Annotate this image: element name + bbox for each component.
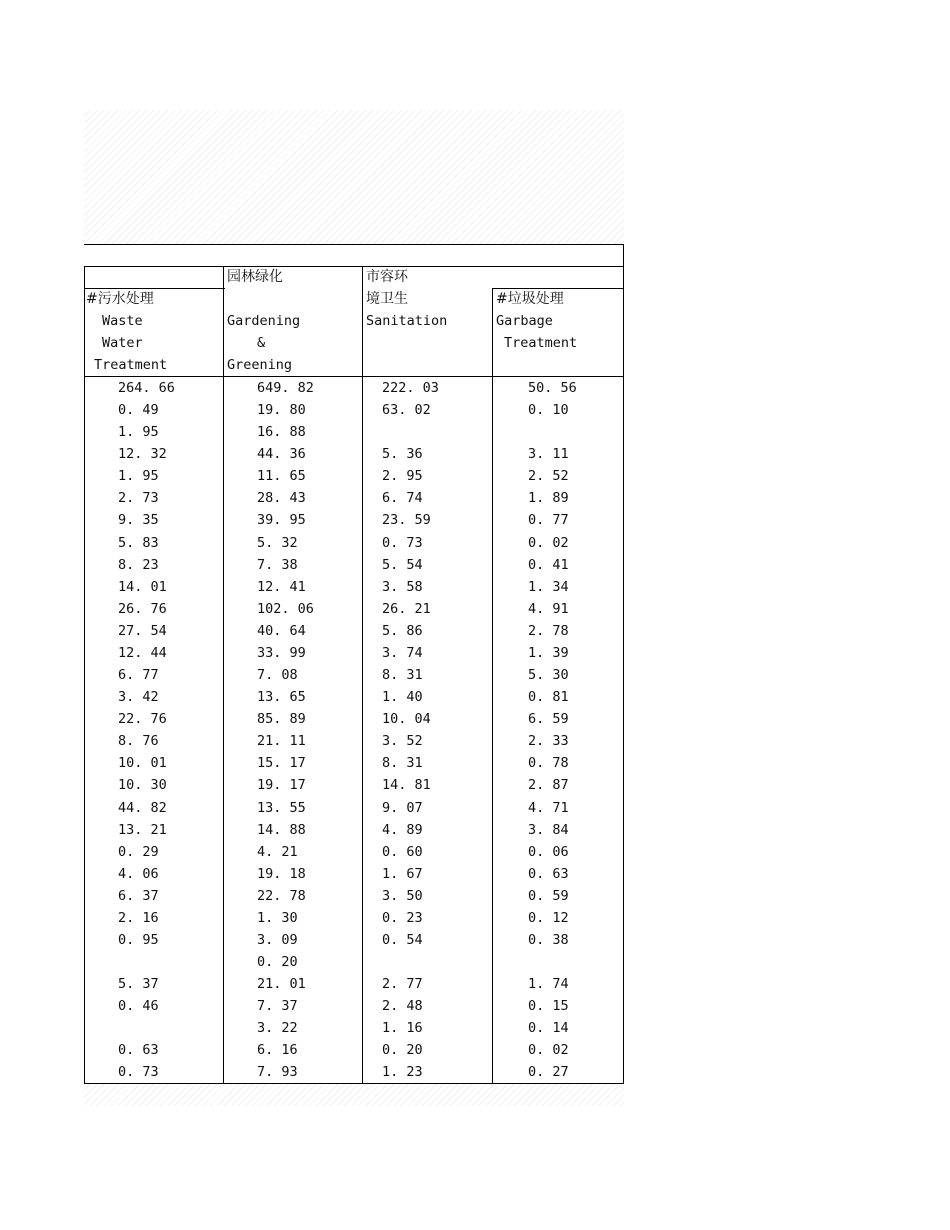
- table-cell: 2. 52: [528, 468, 569, 484]
- table-cell: 3. 52: [382, 733, 423, 749]
- table-cell: 26. 76: [118, 601, 167, 617]
- hatched-background-top: [84, 110, 624, 244]
- table-cell: 0. 73: [118, 1064, 159, 1080]
- table-cell: 33. 99: [257, 645, 306, 661]
- table-cell: 1. 16: [382, 1020, 423, 1036]
- table-cell: 1. 67: [382, 866, 423, 882]
- table-cell: 15. 17: [257, 755, 306, 771]
- table-cell: 19. 18: [257, 866, 306, 882]
- table-cell: 23. 59: [382, 512, 431, 528]
- table-cell: 10. 01: [118, 755, 167, 771]
- table-cell: 16. 88: [257, 424, 306, 440]
- table-cell: 63. 02: [382, 402, 431, 418]
- table-cell: 2. 73: [118, 490, 159, 506]
- data-table: [84, 244, 624, 1084]
- rule-left: [84, 266, 85, 1084]
- table-cell: 0. 12: [528, 910, 569, 926]
- table-cell: 5. 54: [382, 557, 423, 573]
- table-cell: 0. 02: [528, 1042, 569, 1058]
- rule-col3-col4: [492, 288, 493, 1084]
- table-cell: 5. 86: [382, 623, 423, 639]
- table-cell: 13. 65: [257, 689, 306, 705]
- table-cell: 14. 88: [257, 822, 306, 838]
- table-cell: 1. 30: [257, 910, 298, 926]
- table-cell: 85. 89: [257, 711, 306, 727]
- table-cell: 102. 06: [257, 601, 314, 617]
- table-cell: 0. 73: [382, 535, 423, 551]
- table-cell: 21. 11: [257, 733, 306, 749]
- table-cell: 4. 21: [257, 844, 298, 860]
- table-cell: 9. 35: [118, 512, 159, 528]
- table-cell: 6. 59: [528, 711, 569, 727]
- table-cell: 0. 41: [528, 557, 569, 573]
- table-cell: 6. 74: [382, 490, 423, 506]
- table-cell: 0. 15: [528, 998, 569, 1014]
- table-cell: 22. 76: [118, 711, 167, 727]
- table-cell: 3. 22: [257, 1020, 298, 1036]
- rule-right: [623, 244, 624, 1084]
- table-cell: 3. 58: [382, 579, 423, 595]
- rule-top: [84, 244, 624, 245]
- header-col3-en-1: Sanitation: [366, 313, 448, 329]
- table-cell: 44. 36: [257, 446, 306, 462]
- table-cell: 1. 95: [118, 468, 159, 484]
- table-cell: 7. 08: [257, 667, 298, 683]
- table-cell: 21. 01: [257, 976, 306, 992]
- table-cell: 28. 43: [257, 490, 306, 506]
- header-col1-zh: #污水处理: [86, 291, 154, 307]
- header-col2-en-1: Gardening: [227, 313, 301, 329]
- table-cell: 2. 33: [528, 733, 569, 749]
- table-cell: 7. 37: [257, 998, 298, 1014]
- table-cell: 12. 32: [118, 446, 167, 462]
- table-cell: 50. 56: [528, 380, 577, 396]
- table-cell: 5. 32: [257, 535, 298, 551]
- table-cell: 10. 30: [118, 777, 167, 793]
- table-cell: 6. 37: [118, 888, 159, 904]
- table-cell: 14. 01: [118, 579, 167, 595]
- table-cell: 6. 77: [118, 667, 159, 683]
- table-cell: 1. 74: [528, 976, 569, 992]
- table-cell: 8. 23: [118, 557, 159, 573]
- header-col1-en-1: Waste: [102, 313, 143, 329]
- table-cell: 7. 93: [257, 1064, 298, 1080]
- table-cell: 0. 29: [118, 844, 159, 860]
- table-cell: 2. 87: [528, 777, 569, 793]
- table-cell: 3. 84: [528, 822, 569, 838]
- table-cell: 27. 54: [118, 623, 167, 639]
- table-cell: 0. 77: [528, 512, 569, 528]
- table-cell: 5. 37: [118, 976, 159, 992]
- header-col4-en-2: Treatment: [504, 335, 578, 351]
- header-col2-en-2: &: [257, 335, 266, 351]
- table-cell: 8. 31: [382, 755, 423, 771]
- table-cell: 3. 09: [257, 932, 298, 948]
- table-cell: 7. 38: [257, 557, 298, 573]
- table-cell: 13. 55: [257, 800, 306, 816]
- table-cell: 0. 63: [528, 866, 569, 882]
- table-cell: 0. 02: [528, 535, 569, 551]
- table-cell: 0. 10: [528, 402, 569, 418]
- rule-header-1: [84, 266, 624, 267]
- table-cell: 4. 91: [528, 601, 569, 617]
- table-cell: 0. 38: [528, 932, 569, 948]
- table-cell: 2. 48: [382, 998, 423, 1014]
- table-cell: 0. 23: [382, 910, 423, 926]
- table-cell: 40. 64: [257, 623, 306, 639]
- table-cell: 12. 41: [257, 579, 306, 595]
- table-cell: 264. 66: [118, 380, 175, 396]
- table-cell: 1. 95: [118, 424, 159, 440]
- table-cell: 0. 54: [382, 932, 423, 948]
- table-cell: 0. 60: [382, 844, 423, 860]
- rule-col2-col3: [362, 266, 363, 1084]
- table-cell: 1. 89: [528, 490, 569, 506]
- table-cell: 5. 30: [528, 667, 569, 683]
- table-cell: 1. 40: [382, 689, 423, 705]
- table-cell: 8. 76: [118, 733, 159, 749]
- table-cell: 222. 03: [382, 380, 439, 396]
- header-col2-en-3: Greening: [227, 357, 293, 373]
- table-cell: 11. 65: [257, 468, 306, 484]
- table-cell: 3. 50: [382, 888, 423, 904]
- table-cell: 2. 95: [382, 468, 423, 484]
- header-col2-zh: 园林绿化: [227, 269, 283, 285]
- table-cell: 0. 14: [528, 1020, 569, 1036]
- table-cell: 2. 78: [528, 623, 569, 639]
- table-cell: 649. 82: [257, 380, 314, 396]
- table-cell: 0. 49: [118, 402, 159, 418]
- table-cell: 4. 89: [382, 822, 423, 838]
- table-cell: 1. 23: [382, 1064, 423, 1080]
- table-cell: 0. 06: [528, 844, 569, 860]
- hatched-background-bottom: [84, 1084, 624, 1106]
- header-col1-en-3: Treatment: [94, 357, 168, 373]
- table-cell: 2. 77: [382, 976, 423, 992]
- table-cell: 0. 20: [382, 1042, 423, 1058]
- header-col3-zh-2: 境卫生: [366, 291, 408, 307]
- table-cell: 8. 31: [382, 667, 423, 683]
- table-cell: 3. 74: [382, 645, 423, 661]
- table-cell: 19. 80: [257, 402, 306, 418]
- table-cell: 13. 21: [118, 822, 167, 838]
- table-cell: 4. 71: [528, 800, 569, 816]
- table-cell: 12. 44: [118, 645, 167, 661]
- table-cell: 4. 06: [118, 866, 159, 882]
- table-cell: 0. 59: [528, 888, 569, 904]
- table-cell: 0. 81: [528, 689, 569, 705]
- table-cell: 6. 16: [257, 1042, 298, 1058]
- table-cell: 44. 82: [118, 800, 167, 816]
- table-cell: 2. 16: [118, 910, 159, 926]
- header-col3-zh-1: 市容环: [366, 269, 408, 285]
- rule-col1-col2: [223, 266, 224, 1084]
- table-cell: 0. 20: [257, 954, 298, 970]
- header-col4-zh: #垃圾处理: [496, 291, 564, 307]
- table-cell: 3. 42: [118, 689, 159, 705]
- table-cell: 1. 39: [528, 645, 569, 661]
- header-col1-en-2: Water: [102, 335, 143, 351]
- table-cell: 10. 04: [382, 711, 431, 727]
- table-cell: 0. 63: [118, 1042, 159, 1058]
- table-cell: 9. 07: [382, 800, 423, 816]
- table-cell: 0. 95: [118, 932, 159, 948]
- table-cell: 5. 36: [382, 446, 423, 462]
- table-cell: 0. 27: [528, 1064, 569, 1080]
- table-cell: 0. 78: [528, 755, 569, 771]
- table-cell: 39. 95: [257, 512, 306, 528]
- table-cell: 1. 34: [528, 579, 569, 595]
- table-cell: 14. 81: [382, 777, 431, 793]
- table-cell: 3. 11: [528, 446, 569, 462]
- table-cell: 26. 21: [382, 601, 431, 617]
- table-cell: 5. 83: [118, 535, 159, 551]
- table-cell: 0. 46: [118, 998, 159, 1014]
- table-cell: 19. 17: [257, 777, 306, 793]
- rule-bottom: [84, 1083, 624, 1084]
- table-cell: 22. 78: [257, 888, 306, 904]
- header-col4-en-1: Garbage: [496, 313, 553, 329]
- rule-stub: [224, 288, 225, 289]
